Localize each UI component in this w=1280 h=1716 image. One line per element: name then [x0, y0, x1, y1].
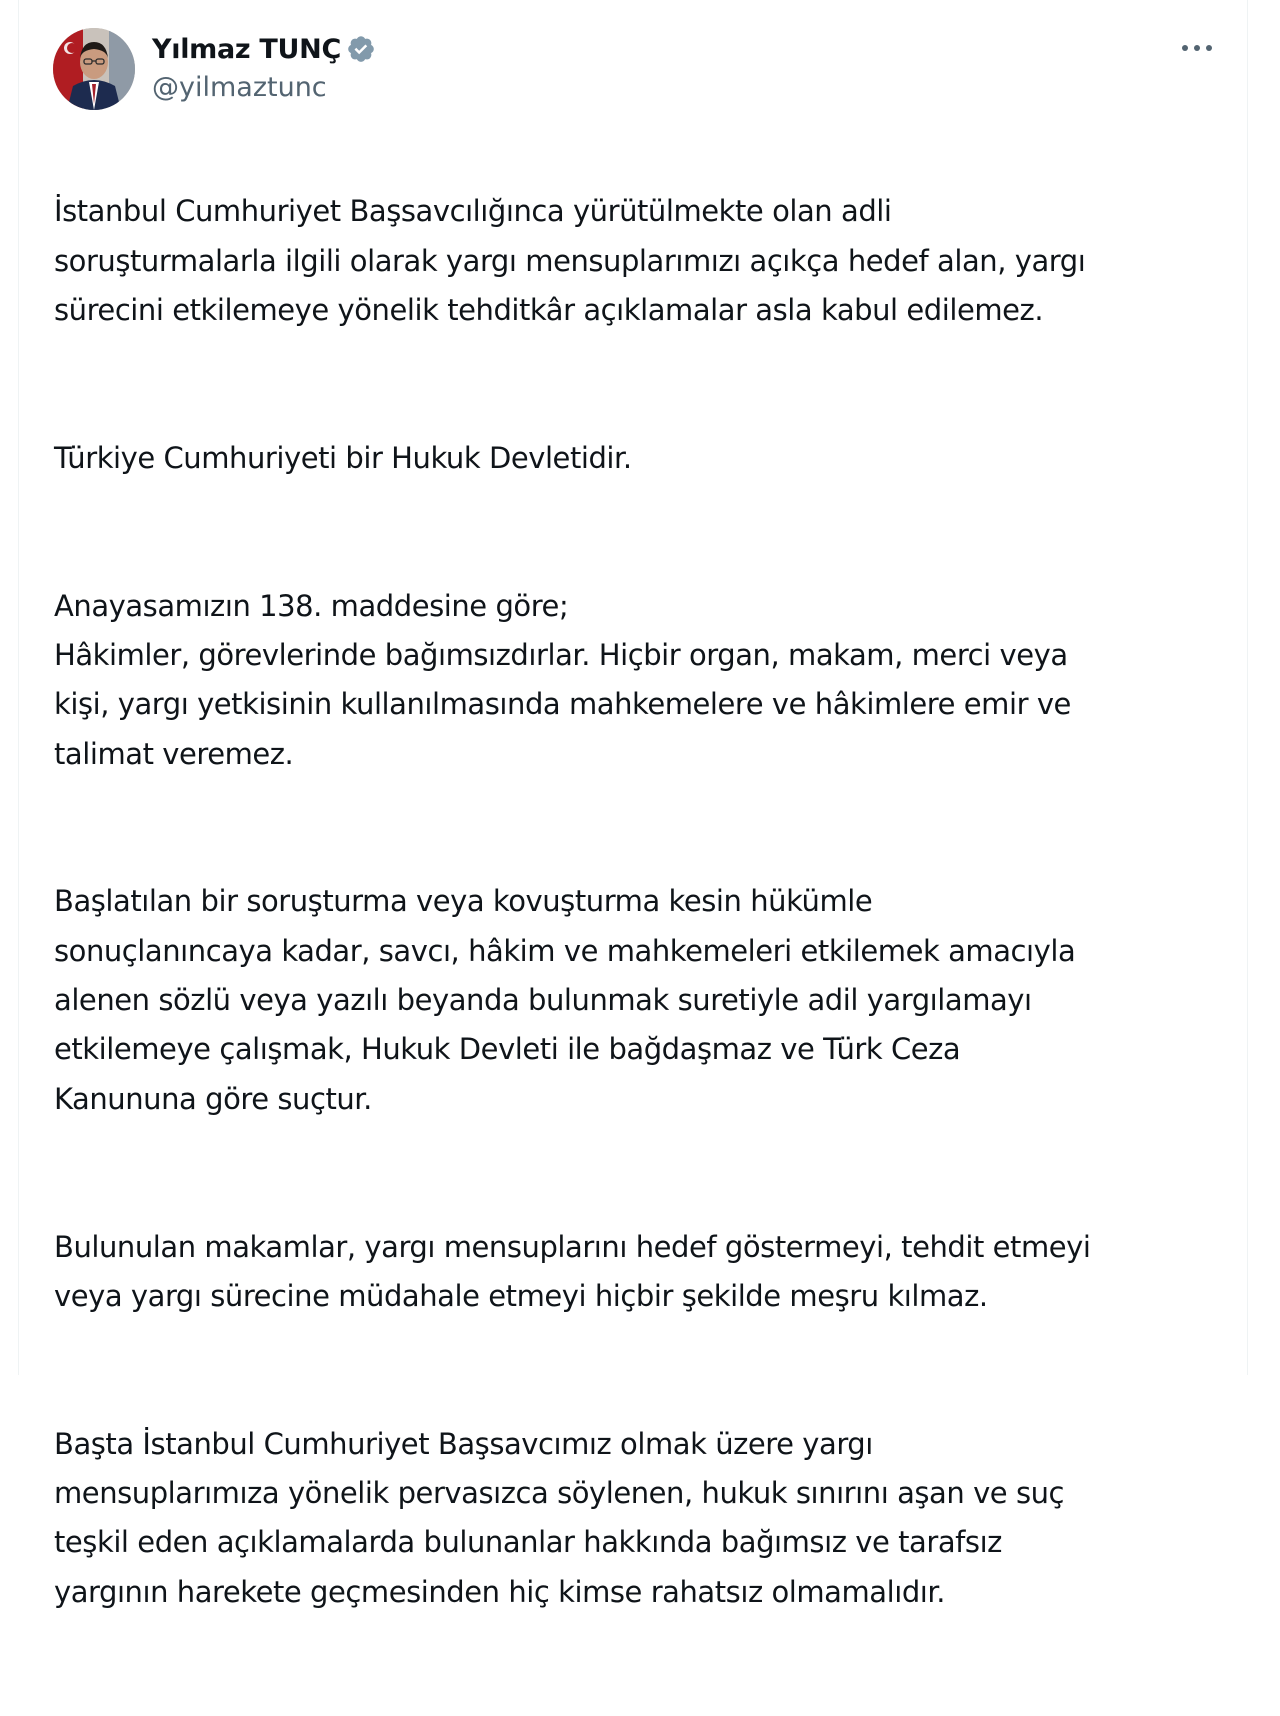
tweet-header	[53, 28, 376, 110]
more-options-icon	[1180, 44, 1214, 52]
avatar[interactable]	[53, 28, 135, 110]
verified-badge-icon[interactable]	[346, 34, 376, 64]
display-name-row	[152, 32, 376, 66]
author-handle[interactable]: @yilmaztunc	[152, 72, 327, 103]
avatar-image	[53, 28, 135, 110]
tweet-card	[18, 0, 1248, 1609]
display-name[interactable]: Yılmaz TUNÇ	[152, 33, 341, 65]
tweet-paragraph-3: Anayasamızın 138. maddesine göre; Hâkimler, görevlerinde bağımsızdırlar. Hiçbir organ, makam, merci veya kişi, yargı yetkisinin kullanılmasında mahkemelere ve hâkimlere emir ve talimat veremez.	[54, 588, 1071, 771]
tweet-paragraph-5: Bulunulan makamlar, yargı mensuplarını hedef göstermeyi, tehdit etmeyi veya yargı sürecine müdahale etmeyi hiçbir şekilde meşru kılmaz.	[54, 1229, 1091, 1313]
more-options-button[interactable]	[1177, 34, 1217, 62]
tweet-paragraph-2: Türkiye Cumhuriyeti bir Hukuk Devletidir.	[54, 440, 632, 475]
tweet-text	[54, 138, 1234, 1716]
tweet-paragraph-6: Başta İstanbul Cumhuriyet Başsavcımız olmak üzere yargı mensuplarımıza yönelik pervasızca söylenen, hukuk sınırını aşan ve suç teşkil eden açıklamalarda bulunanlar hakkında bağımsız ve tarafsız yargının harekete geçmesinden hiç kimse rahatsız olmamalıdır.	[54, 1426, 1065, 1609]
tweet-paragraph-4: Başlatılan bir soruşturma veya kovuşturma kesin hükümle sonuçlanıncaya kadar, savcı, hâkim ve mahkemeleri etkilemek amacıyla alenen sözlü veya yazılı beyanda bulunmak suretiyle adil yargılamayı etkilemeye çalışmak, Hukuk Devleti ile bağdaşmaz ve Türk Ceza Kanununa göre suçtur.	[54, 884, 1076, 1116]
tweet-paragraph-1: İstanbul Cumhuriyet Başsavcılığınca yürütülmekte olan adli soruşturmalarla ilgili olarak yargı mensuplarımızı açıkça hedef alan, yargı sürecini etkilemeye yönelik tehditkâr açıklamalar asla kabul edilemez.	[54, 194, 1086, 327]
author-names	[152, 32, 376, 103]
